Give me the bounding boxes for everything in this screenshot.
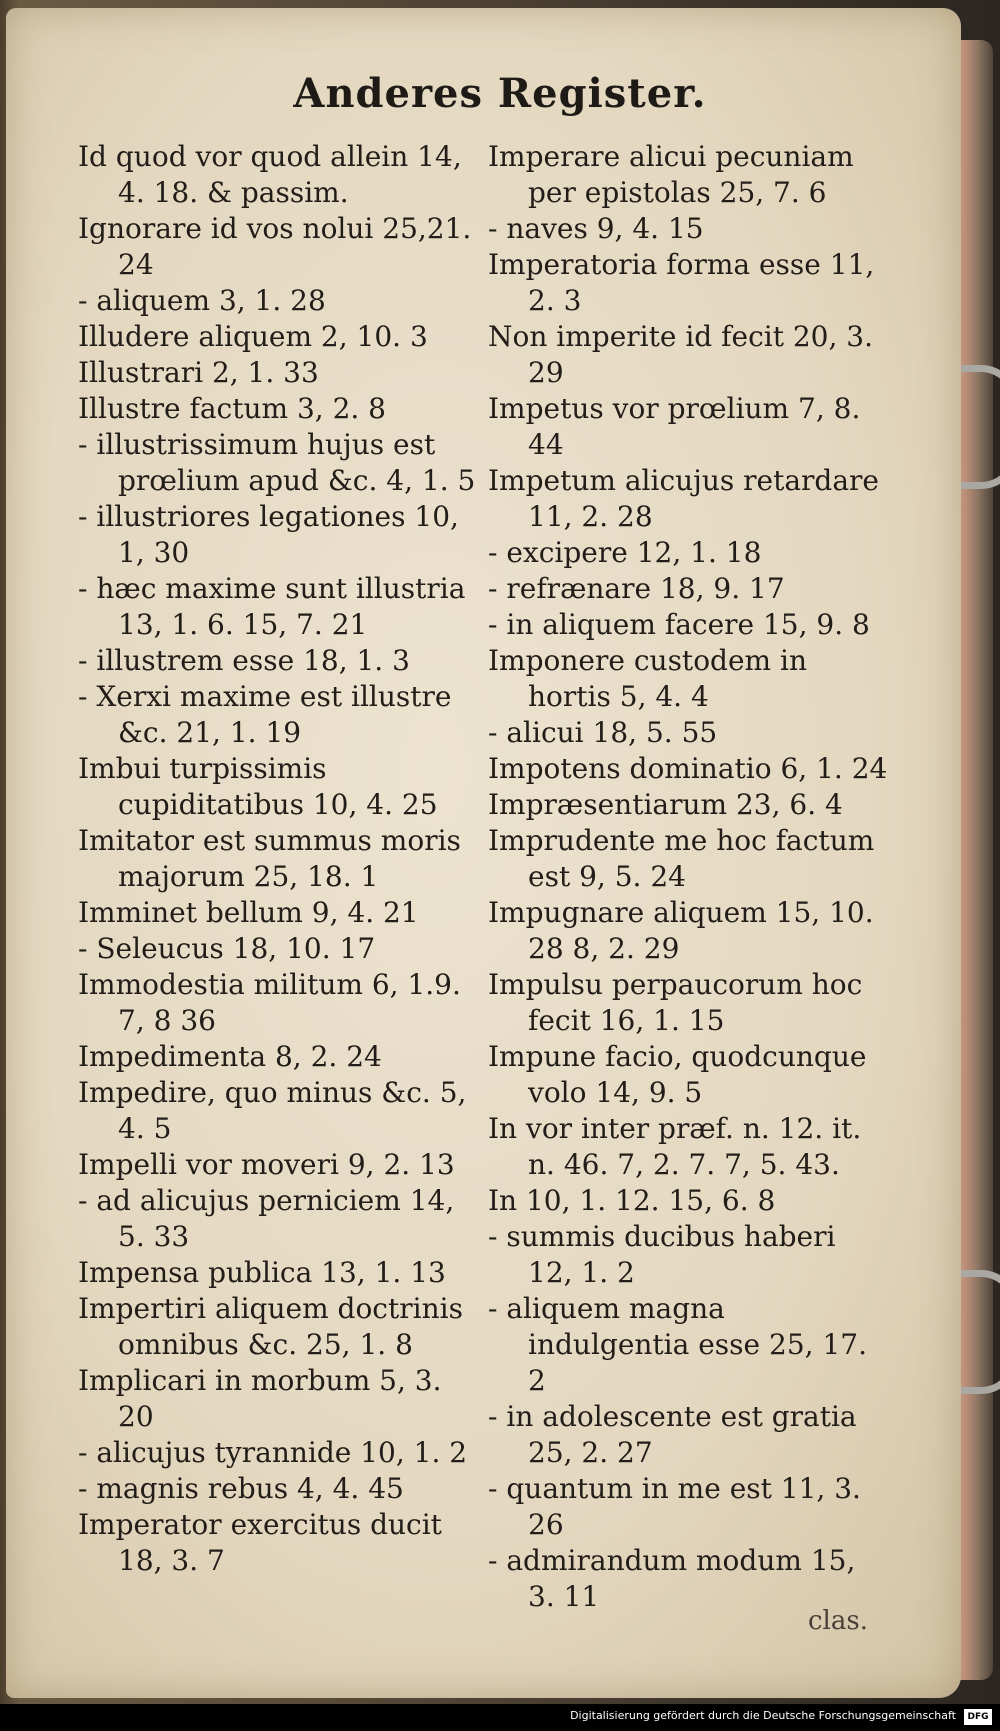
right-column [488,139,888,1615]
footer-bar [0,1704,1000,1731]
index-entry: Impensa publica 13, 1. 13 [78,1256,446,1289]
index-entry: Imminet bellum 9, 4. 21 [78,896,419,929]
index-entry: - alicui 18, 5. 55 [488,716,718,749]
index-entry: Illudere aliquem 2, 10. 3 [78,320,428,353]
index-entry: Impræsentiarum 23, 6. 4 [488,788,843,821]
index-entry: - in aliquem facere 15, 9. 8 [488,608,870,641]
index-entry: Impulsu perpaucorum hoc fecit 16, 1. 15 [488,968,863,1037]
index-entry: Impetus vor prœlium 7, 8. 44 [488,392,861,461]
page-title: Anderes Register. [293,70,707,117]
index-entry: - Seleucus 18, 10. 17 [78,932,376,965]
index-entry: Impetum alicujus retardare 11, 2. 28 [488,464,880,533]
index-entry: - alicujus tyrannide 10, 1. 2 [78,1436,468,1469]
footer-credit: Digitalisierung gefördert durch die Deutsche Forschungsgemeinschaft [570,1709,956,1722]
index-entry: Imperator exercitus ducit 18, 3. 7 [78,1508,442,1577]
catchword: clas. [808,1606,868,1636]
index-entry: Imitator est summus moris majorum 25, 18. 1 [78,824,461,893]
index-entry: - aliquem 3, 1. 28 [78,284,326,317]
index-entry: Impedimenta 8, 2. 24 [78,1040,382,1073]
index-entry: Impune facio, quodcunque volo 14, 9. 5 [488,1040,867,1109]
index-entry: Immodestia militum 6, 1.9. 7, 8 36 [78,968,461,1037]
index-entry: - excipere 12, 1. 18 [488,536,762,569]
index-entry: - magnis rebus 4, 4. 45 [78,1472,404,1505]
index-entry: - naves 9, 4. 15 [488,212,704,245]
dfg-logo-icon: DFG [964,1709,992,1725]
index-entry: - ad alicujus perniciem 14, 5. 33 [78,1184,455,1253]
index-entry: In vor inter præf. n. 12. it. n. 46. 7, 2. 7. 7, 5. 43. [488,1112,862,1181]
index-entry: Imprudente me hoc factum est 9, 5. 24 [488,824,875,893]
index-entry: Imponere custodem in hortis 5, 4. 4 [488,644,807,713]
index-entry: Imbui turpissimis cupiditatibus 10, 4. 25 [78,752,438,821]
index-entry: Implicari in morbum 5, 3. 20 [78,1364,442,1433]
index-entry: - quantum in me est 11, 3. 26 [488,1472,861,1541]
index-entry: Id quod vor quod allein 14, 4. 18. & passim. [78,140,462,209]
index-entry: - admirandum modum 15, 3. 11 [488,1544,856,1613]
index-entry: Imperatoria forma esse 11, 2. 3 [488,248,875,317]
index-entry: In 10, 1. 12. 15, 6. 8 [488,1184,776,1217]
index-entry: - illustriores legationes 10, 1, 30 [78,500,459,569]
index-entry: - summis ducibus haberi 12, 1. 2 [488,1220,836,1289]
index-entry: Impelli vor moveri 9, 2. 13 [78,1148,455,1181]
index-entry: - refrænare 18, 9. 17 [488,572,785,605]
index-entry: - aliquem magna indulgentia esse 25, 17. 2 [488,1292,867,1397]
index-entry: - hæc maxime sunt illustria 13, 1. 6. 15, 7. 21 [78,572,466,641]
index-entry: - illustrem esse 18, 1. 3 [78,644,410,677]
index-entry: - Xerxi maxime est illustre &c. 21, 1. 19 [78,680,452,749]
index-entry: Impertiri aliquem doctrinis omnibus &c. 25, 1. 8 [78,1292,463,1361]
index-entry: Impedire, quo minus &c. 5, 4. 5 [78,1076,467,1145]
left-column [78,139,478,1579]
index-entry: Ignorare id vos nolui 25,21. 24 [78,212,472,281]
index-entry: Illustrari 2, 1. 33 [78,356,319,389]
index-entry: Impotens dominatio 6, 1. 24 [488,752,888,785]
index-entry: Non imperite id fecit 20, 3. 29 [488,320,873,389]
index-entry: - illustrissimum hujus est prœlium apud &c. 4, 1. 5 [78,428,476,497]
index-entry: - in adolescente est gratia 25, 2. 27 [488,1400,857,1469]
index-entry: Impugnare aliquem 15, 10. 28 8, 2. 29 [488,896,874,965]
index-entry: Illustre factum 3, 2. 8 [78,392,386,425]
index-entry: Imperare alicui pecuniam per epistolas 25, 7. 6 [488,140,854,209]
